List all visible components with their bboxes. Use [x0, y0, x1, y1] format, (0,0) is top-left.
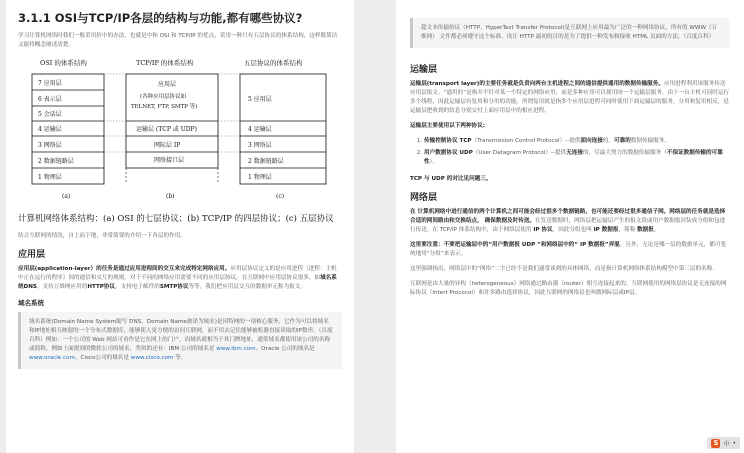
- five-layer-4: 4 运输层: [248, 126, 272, 133]
- tcp-link-layer: 网络接口层: [154, 157, 185, 164]
- tcp-app-layer: 应用层: [158, 81, 177, 88]
- osi-layer-2: 2 数据链路层: [38, 158, 74, 165]
- osi-layer-7: 7 应用层: [38, 80, 62, 87]
- sogou-logo-icon: S: [713, 439, 719, 447]
- osi-layer-6: 6 表示层: [38, 96, 62, 103]
- section-title: 3.1.1 OSI与TCP/IP各层的结构与功能,都有哪些协议?: [18, 11, 303, 25]
- oracle-link[interactable]: www.oracle.com: [29, 355, 75, 361]
- app-layer-paragraph: 应用层(application-layer）的任务是通过应用进程间的交互来完成特定网络应用。应用层协议定义的是应用进程（进程：主机中正在运行的程序）间的通信和交互的规则。对于不同的网络应用需要不同的应用层协议。在互联网中应用层协议很多，如域名系统DNS，支持万维网应用的HTTP协议，支持电子邮件的SMTP协议等等。我们把应用层交互的数据单元称为报文。: [18, 266, 337, 290]
- five-layer-5: 5 应用层: [248, 96, 272, 103]
- network-paragraph: 在 计算机网络中进行通信的两个计算机之间可能会经过很多个数据链路，也可能还要经过很多通信子网。网络层的任务就是选择合适的网间路由和交换结点， 确保数据及时传送。在发送数据时，网络层把运输层产生的报文段或用户数据报封装成分组和包进行传送。在 TCP/IP 体系结构中，由于网络层使用 IP 协议，因此分组也叫 IP 数据报，简称 数据报。: [410, 209, 726, 233]
- right-page: [396, 0, 744, 453]
- label-b: (b): [166, 193, 175, 200]
- col-c-title: 五层协议的体系结构: [244, 59, 303, 67]
- network-heading: 网络层: [410, 193, 438, 203]
- col-b-title: TCP/IP 的体系结构: [136, 59, 194, 67]
- network-architecture-diagram: [18, 56, 342, 204]
- ime-dot-icon: •: [732, 439, 736, 447]
- app-layer-heading: 应用层: [18, 250, 46, 260]
- five-layer-2: 2 数据链路层: [248, 158, 284, 165]
- cisco-link[interactable]: www.cisco.com: [130, 355, 174, 361]
- intro-paragraph: 学习计算机网络时我们一般采用折中的办法，也就是中和 OSI 和 TCP/IP 的优点，采用一种只有五层协议的体系结构，这样既简洁又能将概念阐述清楚。: [18, 33, 338, 48]
- left-page: [6, 0, 354, 453]
- after-caption-text: 结合互联网的情况，自上而下地，非常简要的介绍一下各层的作用。: [18, 233, 186, 239]
- five-layer-3: 3 网络层: [248, 142, 272, 149]
- ime-mode-label: 中: [723, 440, 730, 448]
- transport-paragraph: 运输层(transport layer)的主要任务就是负责向两台主机进程之间的通信提供通用的数据传输服务。应用进程利用该服务传送应用层报文。“通用的”是指并不针对某一个特定的网络应用，而是多种应用可以使用同一个运输层服务。由于一台主机可同时运行多个线程，因此运输层有复用和分用的功能。所谓复用就是指多个应用层进程可同时使用下面运输层的服务，分用和复用相反，是运输层把收到的信息分别交付上面应用层中的相应进程。: [410, 81, 730, 114]
- internet-paragraph: 互联网是由大量的异构（heterogeneous）网络通过路由器（router）相互连接起来的。互联网使用的网络层协议是无连接的网际协议（Intert Prococol）和许多路由选择协议，因此互联网的网络层也叫做网际层或IP层。: [410, 281, 727, 296]
- tcp-app-desc-2: TELNET, FTP, SMTP 等): [131, 104, 198, 110]
- diagram-caption: 计算机网络体系结构：(a) OSI 的七层协议；(b) TCP/IP 的四层协议；(c) 五层协议: [18, 214, 334, 224]
- five-layer-1: 1 物理层: [248, 174, 272, 181]
- ibm-link[interactable]: www.ibm.com: [216, 346, 256, 352]
- osi-layer-5: 5 会话层: [38, 111, 62, 118]
- tcp-app-desc-1: (各种应用层协议如: [140, 94, 187, 100]
- list-item: 1. 传输控制协议 TCP（Transmission Control Protocol）--提供面向连接的，可靠的数据传输服务。: [424, 137, 730, 146]
- compare-note: TCP 与 UDP 的对比见问题三。: [410, 176, 492, 182]
- dns-quote: 域名系统(Domain Name System缩写 DNS，Domain Name被译为域名)是因特网的一项核心服务，它作为可以将域名和IP地址相互映射的一个分布式数据库，能够使人更方便的访问互联网，而不用去记住能够被机器直接读取的IP数串。（百度百科）例如：一个公司的 Web 网站可看作是它在网上的门户，而域名就相当于其门牌地址，通常域名都使用该公司的名称或简称。例如上面提到的微软公司的域名，类似的还有：IBM 公司的域名是 www.ibm.com、Oracle 公司的域名是 www.oracle.com、Cisco公司的域名是 www.cisco.com 等。: [18, 312, 342, 369]
- note-paragraph-1: 这里要注意：不要把运输层中的“用户数据报 UDP ”和网络层中的“ IP 数据报”弄混。另外，无论是哪一层的数据单元，都可笼统地用“分组”来表示。: [410, 242, 727, 257]
- transport-heading: 运输层: [410, 65, 438, 75]
- http-quote: 超文本传输协议（HTTP，HyperText Transfer Protocol)是互联网上应用最为广泛的一种网络协议。所有的 WWW（万维网） 文件都必须遵守这个标准。设计 HTTP 最初的目的是为了提供一种发布和接收 HTML 页面的方法。（百度百科）: [410, 18, 730, 48]
- list-item: 2. 用户数据协议 UDP（User Datagram Protocol）--提供无连接的，尽最大努力的数据传输服务（不保证数据传输的可靠性）。: [424, 149, 730, 167]
- col-a-title: OSI 的体系结构: [40, 59, 87, 67]
- label-a: (a): [62, 193, 71, 200]
- transport-protocols-heading: 运输层主要使用以下两种协议:: [410, 123, 485, 129]
- label-c: (c): [276, 193, 285, 200]
- dns-heading: 域名系统: [18, 299, 44, 307]
- transport-protocol-list: [424, 137, 730, 167]
- osi-layer-4: 4 运输层: [38, 126, 62, 133]
- osi-layer-3: 3 网络层: [38, 142, 62, 149]
- tcp-transport-layer: 运输层 (TCP 或 UDP): [136, 126, 197, 133]
- note-paragraph-2: 这里强调指出，网络层中的“网络”二字已经不是我们通常谈到的具体网络，而是指计算机网络体系结构模型中第三层的名称.: [410, 266, 715, 272]
- tcp-ip-layer: 网际层 IP: [154, 142, 181, 149]
- ime-toolbar[interactable]: [707, 437, 740, 449]
- osi-layer-1: 1 物理层: [38, 174, 62, 181]
